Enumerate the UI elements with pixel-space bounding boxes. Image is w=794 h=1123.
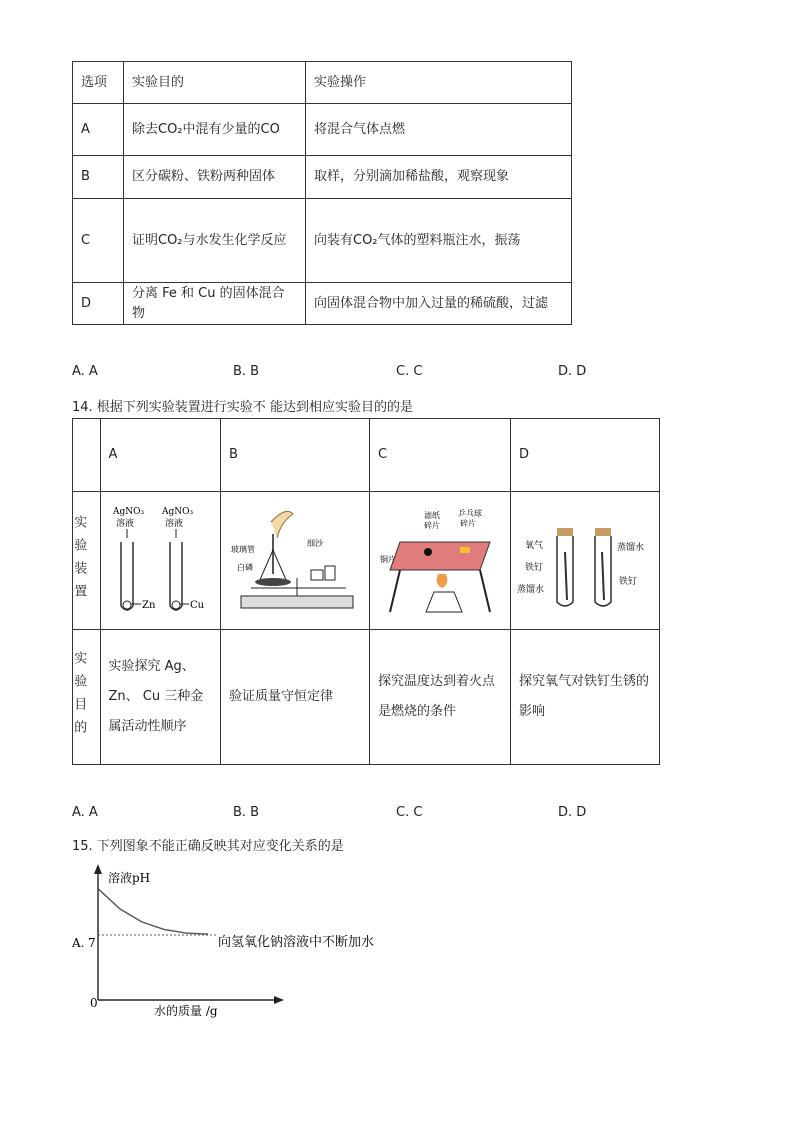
svg-text:Cu: Cu [189, 600, 204, 611]
x-axis-label: 水的质量 /g [154, 1004, 218, 1018]
row-d-operation: 向固体混合物中加入过量的稀硫酸，过滤 [306, 283, 572, 325]
svg-text:氧气: 氧气 [525, 541, 544, 551]
answer-a[interactable]: A. A [72, 805, 98, 820]
row-d-option: D [73, 283, 124, 325]
purpose-a: 实验探究 Ag、Zn、 Cu 三种金属活动性顺序 [100, 630, 221, 765]
row-d-purpose: 分离 Fe 和 Cu 的固体混合物 [124, 283, 306, 325]
device-a-cell [100, 492, 221, 630]
col-d-header: D [511, 419, 660, 492]
row-c-purpose: 证明CO₂与水发生化学反应 [124, 199, 306, 283]
question-15-title: 15. 下列图象不能正确反映其对应变化关系的是 [72, 839, 344, 854]
row-device-label: 实验装置 [73, 492, 101, 630]
svg-text:蒸馏水: 蒸馏水 [517, 585, 545, 595]
answer-b[interactable]: B. B [233, 805, 260, 820]
nail-rusting-diagram [511, 492, 659, 622]
svg-text:溶液: 溶液 [164, 519, 183, 529]
device-d-cell [511, 492, 660, 630]
row-a-purpose: 除去CO₂中混有少量的CO [124, 104, 306, 156]
purpose-d: 探究氧气对铁钉生锈的影响 [511, 630, 660, 765]
row-c-option: C [73, 199, 124, 283]
ph-line-chart [68, 860, 408, 1020]
row-b-option: B [73, 156, 124, 199]
answer-c[interactable]: C. C [396, 364, 423, 379]
options-table-13 [72, 61, 572, 325]
device-c-cell [370, 492, 511, 630]
header-option: 选项 [73, 62, 124, 104]
header-operation: 实验操作 [306, 62, 572, 104]
row-c-operation: 向装有CO₂气体的塑料瓶注水，振荡 [306, 199, 572, 283]
row-b-purpose: 区分碳粉、铁粉两种固体 [124, 156, 306, 199]
y-tick-7: 7 [88, 936, 96, 950]
question-14-title: 14. 根据下列实验装置进行实验不 能达到相应实验目的的是 [72, 400, 413, 415]
svg-text:蒸馏水: 蒸馏水 [617, 543, 645, 553]
svg-text:滤纸: 滤纸 [424, 511, 440, 520]
answer-d[interactable]: D. D [558, 364, 587, 379]
svg-text:铁钉: 铁钉 [619, 577, 638, 587]
svg-text:碎片: 碎片 [460, 519, 476, 528]
copper-sheet-burning-diagram [370, 492, 510, 622]
svg-text:碎片: 碎片 [424, 521, 440, 530]
svg-text:细沙: 细沙 [307, 539, 323, 548]
col-a-header: A [100, 419, 221, 492]
purpose-c: 探究温度达到着火点是燃烧的条件 [370, 630, 511, 765]
answer-d[interactable]: D. D [558, 805, 587, 820]
origin-label: 0 [90, 996, 98, 1010]
answer-c[interactable]: C. C [396, 805, 423, 820]
col-c-header: C [370, 419, 511, 492]
device-b-cell [221, 492, 370, 630]
y-axis-label: 溶液pH [108, 871, 151, 885]
row-a-operation: 将混合气体点燃 [306, 104, 572, 156]
svg-text:溶液: 溶液 [115, 519, 134, 529]
svg-text:铁钉: 铁钉 [525, 563, 544, 573]
answer-options-14 [72, 805, 632, 823]
balance-phosphorus-diagram [221, 492, 369, 622]
svg-text:铜片: 铜片 [380, 555, 396, 564]
row-purpose-label: 实验目的 [73, 630, 101, 765]
svg-text:白磷: 白磷 [237, 563, 253, 572]
row-a-option: A [73, 104, 124, 156]
header-purpose: 实验目的 [124, 62, 306, 104]
corner-cell [73, 419, 101, 492]
caption: 向氢氧化钠溶液中不断加水 [218, 935, 375, 950]
svg-text:AgNO₃: AgNO₃ [161, 507, 193, 517]
purpose-b: 验证质量守恒定律 [221, 630, 370, 765]
ph-curve [98, 889, 208, 935]
option-a-label: A. [72, 936, 85, 950]
answer-b[interactable]: B. B [233, 364, 260, 379]
answer-options-13 [72, 364, 632, 382]
svg-text:玻璃管: 玻璃管 [231, 545, 255, 554]
test-tubes-zn-cu-diagram [101, 492, 219, 622]
svg-text:Zn: Zn [141, 600, 155, 611]
experiment-table-14 [72, 418, 660, 765]
col-b-header: B [221, 419, 370, 492]
svg-text:乒乓球: 乒乓球 [458, 509, 482, 518]
svg-text:AgNO₃: AgNO₃ [112, 507, 144, 517]
answer-a[interactable]: A. A [72, 364, 98, 379]
row-b-operation: 取样，分别滴加稀盐酸，观察现象 [306, 156, 572, 199]
